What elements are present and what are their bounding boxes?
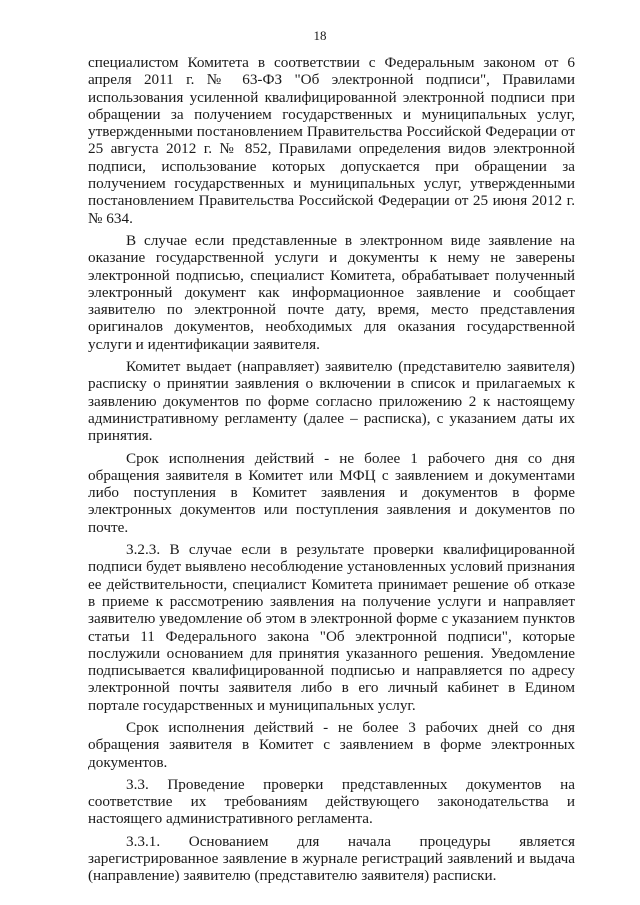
- paragraph-deadline-1: Срок исполнения действий - не более 1 рабочего дня со дня обращения заявителя в Комитет или МФЦ с заявлением и документами либо поступления в Комитет заявления и документов в форме электронных документов или поступления заявления и документов по почте.: [88, 449, 575, 536]
- paragraph-3-3: 3.3. Проведение проверки представленных документов на соответствие их требованиям действующего законодательства и настоящего административного регламента.: [88, 775, 575, 828]
- page-number: 18: [313, 28, 327, 43]
- paragraph-receipt: Комитет выдает (направляет) заявителю (представителю заявителя) расписку о принятии заявления о включении в список и прилагаемых к заявлению документов по форме согласно приложению 2 к настоящему административному регламенту (далее – расписка), с указанием даты их принятия.: [88, 358, 575, 445]
- document-body: [88, 54, 575, 885]
- paragraph-unsigned-documents: В случае если представленные в электронном виде заявление на оказание государственной услуги и документы к нему не заверены электронной подписью, специалист Комитета, обрабатывает полученный электронный документ как информационное заявление и сообщает заявителю по электронной почте дату, время, место представления оригиналов документов, необходимых для оказания государственной услуги и идентификации заявителя.: [88, 231, 575, 353]
- paragraph-continuation: специалистом Комитета в соответствии с Федеральным законом от 6 апреля 2011 г. № 63-ФЗ "Об электронной подписи", Правилами использования усиленной квалифицированной электронной подписи при обращении за получением государственных и муниципальных услуг, утвержденными постановлением Правительства Российской Федерации от 25 августа 2012 г. № 852, Правилами определения видов электронной подписи, использование которых допускается при обращении за получением государственных и муниципальных услуг, утвержденными постановлением Правительства Российской Федерации от 25 июня 2012 г. № 634.: [88, 54, 575, 227]
- paragraph-3-3-1: 3.3.1. Основанием для начала процедуры является зарегистрированное заявление в журнале регистраций заявлений и выдача (направление) заявителю (представителю заявителя) расписки.: [88, 832, 575, 885]
- paragraph-3-2-3: 3.2.3. В случае если в результате проверки квалифицированной подписи будет выявлено несоблюдение установленных условий признания ее действительности, специалист Комитета принимает решение об отказе в приеме к рассмотрению заявления на получение услуги и направляет заявителю уведомление об этом в электронной форме с указанием пунктов статьи 11 Федерального закона "Об электронной подписи", которые послужили основанием для принятия указанного решения. Уведомление подписывается квалифицированной подписью и направляется по адресу электронной почты заявителя либо в его личный кабинет в Едином портале государственных и муниципальных услуг.: [88, 541, 575, 714]
- paragraph-deadline-3: Срок исполнения действий - не более 3 рабочих дней со дня обращения заявителя в Комитет с заявлением в форме электронных документов.: [88, 718, 575, 771]
